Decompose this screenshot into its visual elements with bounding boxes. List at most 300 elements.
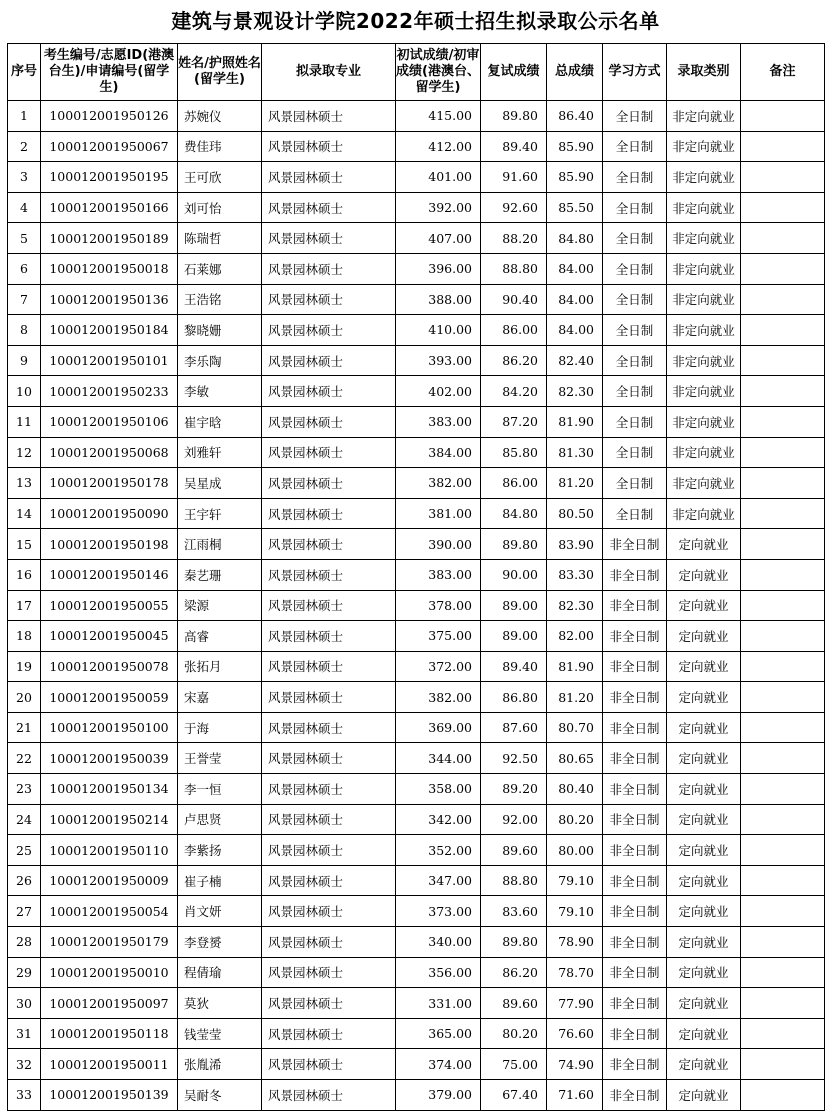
cell-retest: 89.00 [481,590,547,621]
cell-type: 非定向就业 [667,376,741,407]
cell-type: 非定向就业 [667,131,741,162]
cell-total: 77.90 [547,988,603,1019]
cell-name: 李一恒 [178,774,262,805]
cell-type: 定向就业 [667,927,741,958]
cell-note [741,498,825,529]
cell-note [741,1049,825,1080]
cell-retest: 89.80 [481,927,547,958]
cell-total: 81.30 [547,437,603,468]
cell-id: 100012001950055 [41,590,178,621]
cell-type: 非定向就业 [667,192,741,223]
header-prelim: 初试成绩/初审成绩(港澳台、留学生) [396,44,481,101]
cell-seq: 16 [8,559,41,590]
cell-type: 定向就业 [667,621,741,652]
table-row [8,590,825,621]
cell-note [741,774,825,805]
table-row [8,162,825,193]
table-row [8,621,825,652]
cell-retest: 85.80 [481,437,547,468]
cell-name: 李乐陶 [178,345,262,376]
cell-total: 81.20 [547,468,603,499]
cell-id: 100012001950100 [41,712,178,743]
table-row [8,498,825,529]
cell-major: 风景园林硕士 [262,774,396,805]
cell-major: 风景园林硕士 [262,559,396,590]
cell-type: 定向就业 [667,1049,741,1080]
cell-major: 风景园林硕士 [262,529,396,560]
cell-prelim: 412.00 [396,131,481,162]
cell-name: 吴耐冬 [178,1080,262,1111]
cell-total: 71.60 [547,1080,603,1111]
cell-name: 李紫扬 [178,835,262,866]
cell-major: 风景园林硕士 [262,1049,396,1080]
cell-name: 黎晓姗 [178,315,262,346]
cell-major: 风景园林硕士 [262,315,396,346]
table-row [8,957,825,988]
table-row [8,712,825,743]
cell-major: 风景园林硕士 [262,345,396,376]
cell-note [741,743,825,774]
cell-type: 非定向就业 [667,162,741,193]
cell-name: 张胤浠 [178,1049,262,1080]
cell-id: 100012001950010 [41,957,178,988]
cell-retest: 86.00 [481,315,547,346]
cell-name: 梁源 [178,590,262,621]
cell-note [741,957,825,988]
table-row [8,682,825,713]
cell-mode: 非全日制 [603,712,667,743]
cell-type: 定向就业 [667,896,741,927]
cell-seq: 32 [8,1049,41,1080]
cell-type: 非定向就业 [667,345,741,376]
cell-note [741,1018,825,1049]
cell-prelim: 378.00 [396,590,481,621]
cell-type: 非定向就业 [667,406,741,437]
cell-type: 非定向就业 [667,253,741,284]
cell-seq: 9 [8,345,41,376]
cell-name: 高睿 [178,621,262,652]
cell-major: 风景园林硕士 [262,651,396,682]
cell-seq: 33 [8,1080,41,1111]
cell-type: 定向就业 [667,988,741,1019]
table-row [8,223,825,254]
cell-id: 100012001950039 [41,743,178,774]
cell-name: 刘可怡 [178,192,262,223]
cell-id: 100012001950067 [41,131,178,162]
header-note: 备注 [741,44,825,101]
cell-name: 程倩瑜 [178,957,262,988]
cell-prelim: 340.00 [396,927,481,958]
cell-prelim: 347.00 [396,865,481,896]
cell-major: 风景园林硕士 [262,804,396,835]
cell-id: 100012001950118 [41,1018,178,1049]
cell-note [741,223,825,254]
table-row [8,437,825,468]
cell-note [741,927,825,958]
cell-mode: 非全日制 [603,835,667,866]
cell-name: 钱莹莹 [178,1018,262,1049]
cell-prelim: 410.00 [396,315,481,346]
cell-mode: 全日制 [603,101,667,132]
cell-major: 风景园林硕士 [262,101,396,132]
table-row [8,651,825,682]
cell-name: 李敏 [178,376,262,407]
table-row [8,192,825,223]
cell-total: 84.00 [547,253,603,284]
cell-total: 80.50 [547,498,603,529]
cell-total: 74.90 [547,1049,603,1080]
cell-retest: 84.20 [481,376,547,407]
cell-prelim: 388.00 [396,284,481,315]
cell-name: 秦艺珊 [178,559,262,590]
cell-id: 100012001950106 [41,406,178,437]
cell-seq: 23 [8,774,41,805]
header-type: 录取类别 [667,44,741,101]
cell-prelim: 393.00 [396,345,481,376]
cell-major: 风景园林硕士 [262,131,396,162]
cell-type: 非定向就业 [667,315,741,346]
cell-retest: 92.00 [481,804,547,835]
cell-total: 79.10 [547,865,603,896]
cell-mode: 全日制 [603,253,667,284]
cell-type: 定向就业 [667,1018,741,1049]
cell-id: 100012001950018 [41,253,178,284]
cell-type: 定向就业 [667,1080,741,1111]
cell-retest: 88.20 [481,223,547,254]
cell-type: 定向就业 [667,957,741,988]
cell-type: 定向就业 [667,712,741,743]
cell-mode: 非全日制 [603,559,667,590]
cell-note [741,712,825,743]
cell-total: 85.50 [547,192,603,223]
cell-retest: 87.60 [481,712,547,743]
cell-seq: 24 [8,804,41,835]
cell-total: 82.30 [547,376,603,407]
cell-mode: 非全日制 [603,804,667,835]
cell-note [741,865,825,896]
cell-seq: 27 [8,896,41,927]
table-row [8,927,825,958]
cell-id: 100012001950198 [41,529,178,560]
cell-total: 86.40 [547,101,603,132]
cell-retest: 92.60 [481,192,547,223]
cell-id: 100012001950184 [41,315,178,346]
cell-major: 风景园林硕士 [262,437,396,468]
table-row [8,284,825,315]
cell-total: 84.00 [547,284,603,315]
cell-total: 84.00 [547,315,603,346]
cell-prelim: 372.00 [396,651,481,682]
cell-id: 100012001950011 [41,1049,178,1080]
cell-mode: 非全日制 [603,682,667,713]
cell-major: 风景园林硕士 [262,927,396,958]
table-row [8,406,825,437]
cell-mode: 全日制 [603,284,667,315]
cell-major: 风景园林硕士 [262,162,396,193]
cell-retest: 86.00 [481,468,547,499]
cell-name: 于海 [178,712,262,743]
cell-total: 80.70 [547,712,603,743]
table-row [8,468,825,499]
cell-note [741,988,825,1019]
cell-id: 100012001950059 [41,682,178,713]
cell-retest: 88.80 [481,253,547,284]
cell-major: 风景园林硕士 [262,284,396,315]
cell-id: 100012001950233 [41,376,178,407]
cell-seq: 18 [8,621,41,652]
cell-id: 100012001950139 [41,1080,178,1111]
cell-major: 风景园林硕士 [262,468,396,499]
cell-seq: 15 [8,529,41,560]
cell-major: 风景园林硕士 [262,743,396,774]
cell-name: 王宇轩 [178,498,262,529]
cell-seq: 20 [8,682,41,713]
cell-name: 崔子楠 [178,865,262,896]
cell-retest: 89.20 [481,774,547,805]
cell-id: 100012001950045 [41,621,178,652]
table-row [8,865,825,896]
cell-seq: 26 [8,865,41,896]
cell-note [741,406,825,437]
page-title: 建筑与景观设计学院2022年硕士招生拟录取公示名单 [171,9,660,33]
cell-mode: 非全日制 [603,529,667,560]
cell-mode: 全日制 [603,223,667,254]
cell-name: 肖文妍 [178,896,262,927]
cell-type: 非定向就业 [667,468,741,499]
cell-major: 风景园林硕士 [262,835,396,866]
cell-prelim: 401.00 [396,162,481,193]
cell-name: 陈瑞哲 [178,223,262,254]
cell-prelim: 358.00 [396,774,481,805]
cell-mode: 全日制 [603,498,667,529]
cell-id: 100012001950134 [41,774,178,805]
cell-type: 定向就业 [667,804,741,835]
cell-major: 风景园林硕士 [262,988,396,1019]
cell-name: 王誉莹 [178,743,262,774]
header-name: 姓名/护照姓名(留学生) [178,44,262,101]
cell-seq: 5 [8,223,41,254]
cell-major: 风景园林硕士 [262,376,396,407]
cell-type: 非定向就业 [667,498,741,529]
table-row [8,774,825,805]
cell-seq: 28 [8,927,41,958]
cell-mode: 非全日制 [603,1049,667,1080]
cell-name: 费佳玮 [178,131,262,162]
cell-name: 李登赟 [178,927,262,958]
cell-retest: 88.80 [481,865,547,896]
cell-name: 王浩铭 [178,284,262,315]
table-row [8,253,825,284]
cell-major: 风景园林硕士 [262,957,396,988]
cell-seq: 13 [8,468,41,499]
header-mode: 学习方式 [603,44,667,101]
cell-type: 定向就业 [667,835,741,866]
cell-seq: 8 [8,315,41,346]
cell-type: 非定向就业 [667,223,741,254]
cell-prelim: 384.00 [396,437,481,468]
cell-retest: 86.20 [481,345,547,376]
cell-retest: 89.40 [481,651,547,682]
cell-retest: 86.80 [481,682,547,713]
cell-mode: 全日制 [603,376,667,407]
cell-note [741,437,825,468]
cell-seq: 11 [8,406,41,437]
cell-note [741,162,825,193]
cell-total: 78.90 [547,927,603,958]
admission-table [7,43,825,1111]
cell-prelim: 342.00 [396,804,481,835]
cell-major: 风景园林硕士 [262,712,396,743]
cell-name: 张拓月 [178,651,262,682]
cell-id: 100012001950178 [41,468,178,499]
cell-retest: 90.00 [481,559,547,590]
cell-retest: 89.60 [481,835,547,866]
cell-type: 定向就业 [667,529,741,560]
table-row [8,529,825,560]
cell-total: 80.20 [547,804,603,835]
cell-prelim: 369.00 [396,712,481,743]
table-row [8,101,825,132]
cell-mode: 非全日制 [603,988,667,1019]
cell-retest: 80.20 [481,1018,547,1049]
cell-mode: 非全日制 [603,865,667,896]
cell-prelim: 331.00 [396,988,481,1019]
cell-mode: 非全日制 [603,651,667,682]
cell-id: 100012001950214 [41,804,178,835]
table-row [8,1080,825,1111]
cell-name: 刘雅轩 [178,437,262,468]
header-seq: 序号 [8,44,41,101]
cell-id: 100012001950195 [41,162,178,193]
cell-total: 80.65 [547,743,603,774]
cell-major: 风景园林硕士 [262,498,396,529]
cell-id: 100012001950101 [41,345,178,376]
cell-retest: 86.20 [481,957,547,988]
cell-name: 江雨桐 [178,529,262,560]
cell-id: 100012001950126 [41,101,178,132]
cell-type: 定向就业 [667,590,741,621]
cell-note [741,131,825,162]
cell-id: 100012001950054 [41,896,178,927]
header-retest: 复试成绩 [481,44,547,101]
cell-note [741,101,825,132]
cell-seq: 6 [8,253,41,284]
cell-name: 宋嘉 [178,682,262,713]
cell-name: 石莱娜 [178,253,262,284]
cell-id: 100012001950068 [41,437,178,468]
cell-mode: 非全日制 [603,774,667,805]
cell-note [741,468,825,499]
cell-name: 莫狄 [178,988,262,1019]
cell-name: 苏婉仪 [178,101,262,132]
table-row [8,345,825,376]
table-row [8,835,825,866]
cell-total: 80.00 [547,835,603,866]
cell-type: 定向就业 [667,651,741,682]
cell-retest: 89.40 [481,131,547,162]
cell-note [741,804,825,835]
cell-seq: 19 [8,651,41,682]
cell-total: 84.80 [547,223,603,254]
cell-type: 定向就业 [667,559,741,590]
header-row [8,44,825,101]
cell-retest: 67.40 [481,1080,547,1111]
cell-id: 100012001950166 [41,192,178,223]
cell-major: 风景园林硕士 [262,896,396,927]
cell-total: 83.30 [547,559,603,590]
cell-seq: 2 [8,131,41,162]
cell-mode: 全日制 [603,468,667,499]
cell-total: 78.70 [547,957,603,988]
cell-note [741,621,825,652]
cell-mode: 非全日制 [603,621,667,652]
cell-id: 100012001950078 [41,651,178,682]
cell-mode: 全日制 [603,131,667,162]
cell-major: 风景园林硕士 [262,192,396,223]
cell-seq: 22 [8,743,41,774]
cell-type: 非定向就业 [667,284,741,315]
cell-total: 81.90 [547,406,603,437]
header-id: 考生编号/志愿ID(港澳台生)/申请编号(留学生) [41,44,178,101]
cell-type: 定向就业 [667,774,741,805]
cell-retest: 75.00 [481,1049,547,1080]
cell-retest: 84.80 [481,498,547,529]
cell-mode: 全日制 [603,162,667,193]
cell-name: 崔宇晗 [178,406,262,437]
cell-seq: 4 [8,192,41,223]
cell-major: 风景园林硕士 [262,253,396,284]
cell-mode: 全日制 [603,437,667,468]
cell-type: 非定向就业 [667,437,741,468]
cell-id: 100012001950136 [41,284,178,315]
cell-retest: 89.60 [481,988,547,1019]
cell-prelim: 352.00 [396,835,481,866]
cell-prelim: 402.00 [396,376,481,407]
table-row [8,315,825,346]
cell-prelim: 356.00 [396,957,481,988]
cell-prelim: 375.00 [396,621,481,652]
cell-prelim: 381.00 [396,498,481,529]
cell-prelim: 396.00 [396,253,481,284]
cell-note [741,590,825,621]
cell-retest: 90.40 [481,284,547,315]
cell-prelim: 383.00 [396,559,481,590]
cell-prelim: 390.00 [396,529,481,560]
cell-prelim: 374.00 [396,1049,481,1080]
cell-id: 100012001950110 [41,835,178,866]
cell-seq: 29 [8,957,41,988]
cell-note [741,376,825,407]
table-row [8,896,825,927]
cell-total: 79.10 [547,896,603,927]
cell-retest: 92.50 [481,743,547,774]
cell-mode: 非全日制 [603,743,667,774]
cell-total: 80.40 [547,774,603,805]
cell-note [741,896,825,927]
cell-name: 王可欣 [178,162,262,193]
cell-total: 85.90 [547,162,603,193]
cell-seq: 3 [8,162,41,193]
table-row [8,376,825,407]
cell-major: 风景园林硕士 [262,621,396,652]
cell-major: 风景园林硕士 [262,1080,396,1111]
cell-type: 定向就业 [667,743,741,774]
table-body [8,101,825,1111]
cell-id: 100012001950097 [41,988,178,1019]
cell-seq: 14 [8,498,41,529]
cell-seq: 30 [8,988,41,1019]
cell-prelim: 382.00 [396,468,481,499]
